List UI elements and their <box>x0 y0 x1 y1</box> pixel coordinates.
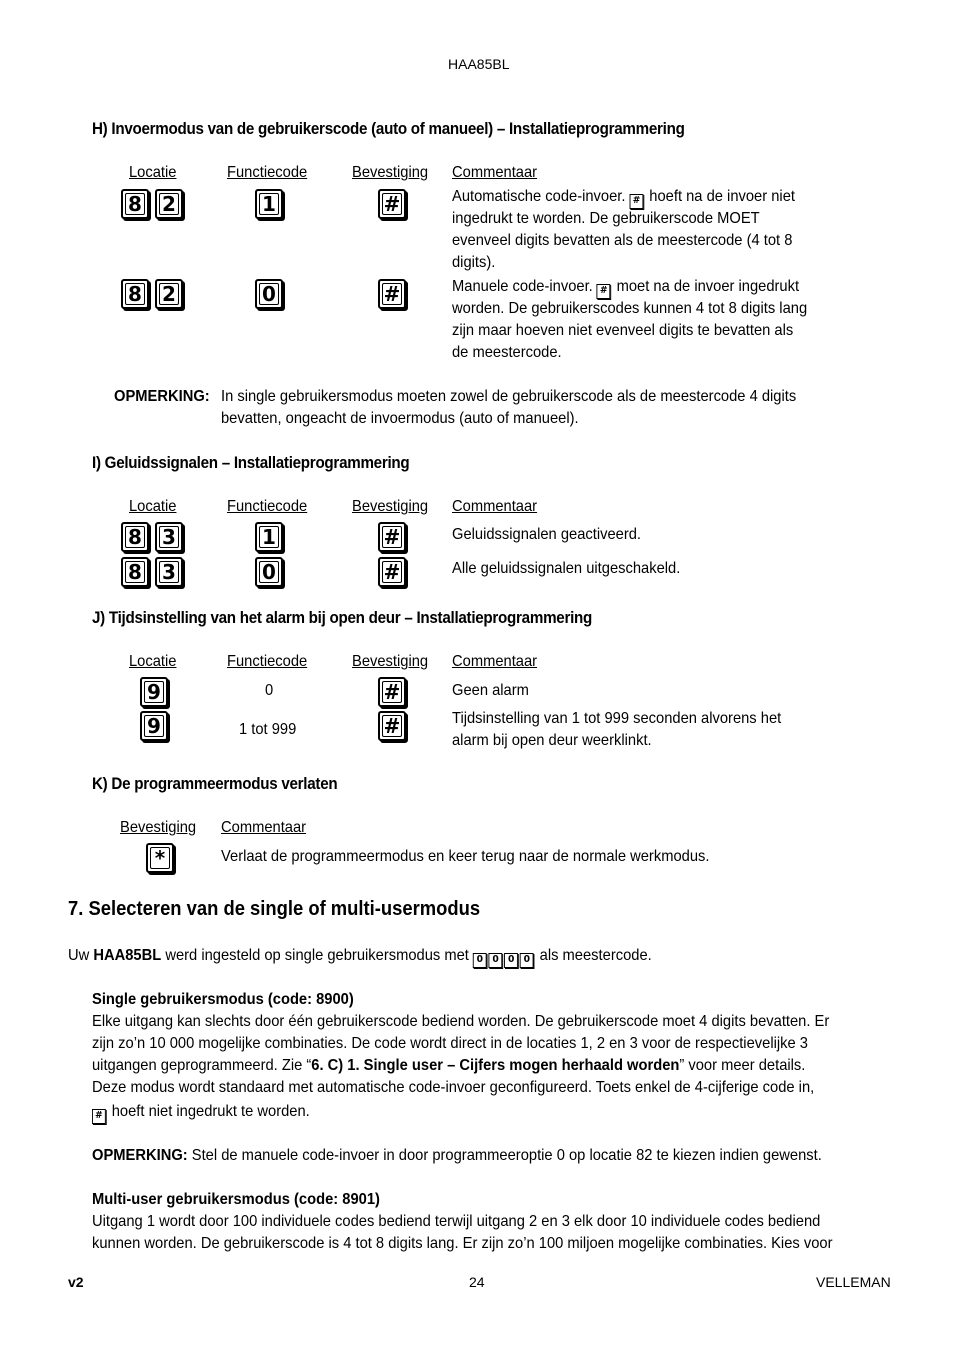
section-7-intro: Uw HAA85BL werd ingesteld op single gebruikersmodus met 0 0 0 0 als meestercode. <box>68 945 652 968</box>
key-3: 3 <box>155 522 183 552</box>
comment-exit: Verlaat de programmeermodus en keer terug naar de normale werkmodus. <box>221 848 710 865</box>
key-0-icon: 0 <box>473 953 487 968</box>
section-7-note: OPMERKING: Stel de manuele code-invoer in door programmeeroptie 0 op locatie 82 te kiezen indien gewenst. <box>92 1147 822 1164</box>
key-hash: # <box>378 189 406 219</box>
key-9: 9 <box>140 677 168 707</box>
section-h-title: H) Invoermodus van de gebruikerscode (auto of manueel) – Installatieprogrammering <box>92 120 685 138</box>
col-header-locatie: Locatie <box>129 653 177 670</box>
col-header-locatie: Locatie <box>129 498 177 515</box>
comment-auto-line4: digits). <box>452 254 496 271</box>
func-value-range: 1 tot 999 <box>239 721 297 738</box>
col-header-bevestiging: Bevestiging <box>120 819 197 836</box>
key-star: * <box>146 843 174 873</box>
single-mode-line5: # hoeft niet ingedrukt te worden. <box>92 1101 310 1124</box>
footer-brand: VELLEMAN <box>816 1274 891 1290</box>
key-1: 1 <box>255 189 283 219</box>
comment-time-line1: Tijdsinstelling van 1 tot 999 seconden alvorens het <box>452 710 782 727</box>
key-8: 8 <box>121 189 149 219</box>
col-header-functiecode: Functiecode <box>227 653 308 670</box>
hash-key-icon: # <box>92 1109 106 1124</box>
section-j-title: J) Tijdsinstelling van het alarm bij open deur – Installatieprogrammering <box>92 609 593 627</box>
comment-manual-line1: Manuele code-invoer. # moet na de invoer ingedrukt <box>452 276 799 299</box>
comment-no-alarm: Geen alarm <box>452 682 529 699</box>
single-mode-line3: uitgangen geprogrammeerd. Zie “6. C) 1. Single user – Cijfers mogen herhaald worden” voor meer details. <box>92 1057 806 1074</box>
multi-mode-line1: Uitgang 1 wordt door 100 individuele codes bediend terwijl uitgang 2 en 3 elk door 10 individuele codes bediend <box>92 1213 821 1230</box>
key-0: 0 <box>255 279 283 309</box>
col-header-functiecode: Functiecode <box>227 498 308 515</box>
key-2: 2 <box>155 279 183 309</box>
comment-sound-on: Geluidssignalen geactiveerd. <box>452 526 642 543</box>
col-header-bevestiging: Bevestiging <box>352 164 429 181</box>
func-value-0: 0 <box>265 682 274 699</box>
comment-manual-line4: de meestercode. <box>452 344 562 361</box>
comment-manual-line2: worden. De gebruikerscodes kunnen 4 tot 8 digits lang <box>452 300 808 317</box>
note-label: OPMERKING: <box>114 388 210 405</box>
key-hash: # <box>378 711 406 741</box>
key-0-icon: 0 <box>489 953 503 968</box>
hash-key-icon: # <box>630 194 644 209</box>
col-header-commentaar: Commentaar <box>452 164 538 181</box>
col-header-commentaar: Commentaar <box>452 653 538 670</box>
key-0-icon: 0 <box>504 953 518 968</box>
page-header-model: HAA85BL <box>448 56 510 72</box>
section-k-title: K) De programmeermodus verlaten <box>92 775 338 793</box>
key-9: 9 <box>140 711 168 741</box>
key-8: 8 <box>121 279 149 309</box>
key-0-icon: 0 <box>520 953 534 968</box>
note-line2: bevatten, ongeacht de invoermodus (auto of manueel). <box>221 410 579 427</box>
col-header-locatie: Locatie <box>129 164 177 181</box>
key-hash: # <box>378 677 406 707</box>
comment-auto-line3: evenveel digits bevatten als de meestercode (4 tot 8 <box>452 232 793 249</box>
multi-mode-line2: kunnen worden. De gebruikerscode is 4 tot 8 digits lang. Er zijn zo’n 100 miljoen mogelijke combinaties. Kies voor <box>92 1235 833 1252</box>
key-hash: # <box>378 279 406 309</box>
multi-mode-title: Multi-user gebruikersmodus (code: 8901) <box>92 1191 380 1208</box>
comment-time-line2: alarm bij open deur weerklinkt. <box>452 732 652 749</box>
key-0: 0 <box>255 557 283 587</box>
key-8: 8 <box>121 522 149 552</box>
comment-auto-line2: ingedrukt te worden. De gebruikerscode MOET <box>452 210 760 227</box>
single-mode-line4: Deze modus wordt standaard met automatische code-invoer geconfigureerd. Toets enkel de 4-cijferige code in, <box>92 1079 815 1096</box>
single-mode-line2: zijn zo’n 10 000 mogelijke combinaties. De code wordt direct in de locaties 1, 2 en 3 voor de respectievelijke 3 <box>92 1035 808 1052</box>
comment-auto-line1: Automatische code-invoer. # hoeft na de invoer niet <box>452 186 795 209</box>
key-8: 8 <box>121 557 149 587</box>
single-mode-line1: Elke uitgang kan slechts door één gebruikerscode bediend worden. De gebruikerscode moet 4 digits bevatten. Er <box>92 1013 830 1030</box>
col-header-commentaar: Commentaar <box>221 819 307 836</box>
col-header-commentaar: Commentaar <box>452 498 538 515</box>
col-header-bevestiging: Bevestiging <box>352 653 429 670</box>
key-hash: # <box>378 522 406 552</box>
footer-page-number: 24 <box>469 1274 485 1290</box>
section-7-title: 7. Selecteren van de single of multi-usermodus <box>68 898 481 920</box>
comment-sound-off: Alle geluidssignalen uitgeschakeld. <box>452 560 681 577</box>
note-line1: In single gebruikersmodus moeten zowel de gebruikerscode als de meestercode 4 digits <box>221 388 797 405</box>
comment-manual-line3: zijn maar hoeven niet evenveel digits te bevatten als <box>452 322 794 339</box>
section-i-title: I) Geluidssignalen – Installatieprogrammering <box>92 454 410 472</box>
key-hash: # <box>378 557 406 587</box>
key-1: 1 <box>255 522 283 552</box>
single-mode-title: Single gebruikersmodus (code: 8900) <box>92 991 354 1008</box>
key-3: 3 <box>155 557 183 587</box>
col-header-bevestiging: Bevestiging <box>352 498 429 515</box>
col-header-functiecode: Functiecode <box>227 164 308 181</box>
key-2: 2 <box>155 189 183 219</box>
footer-version: v2 <box>68 1274 84 1290</box>
hash-key-icon: # <box>597 284 611 299</box>
